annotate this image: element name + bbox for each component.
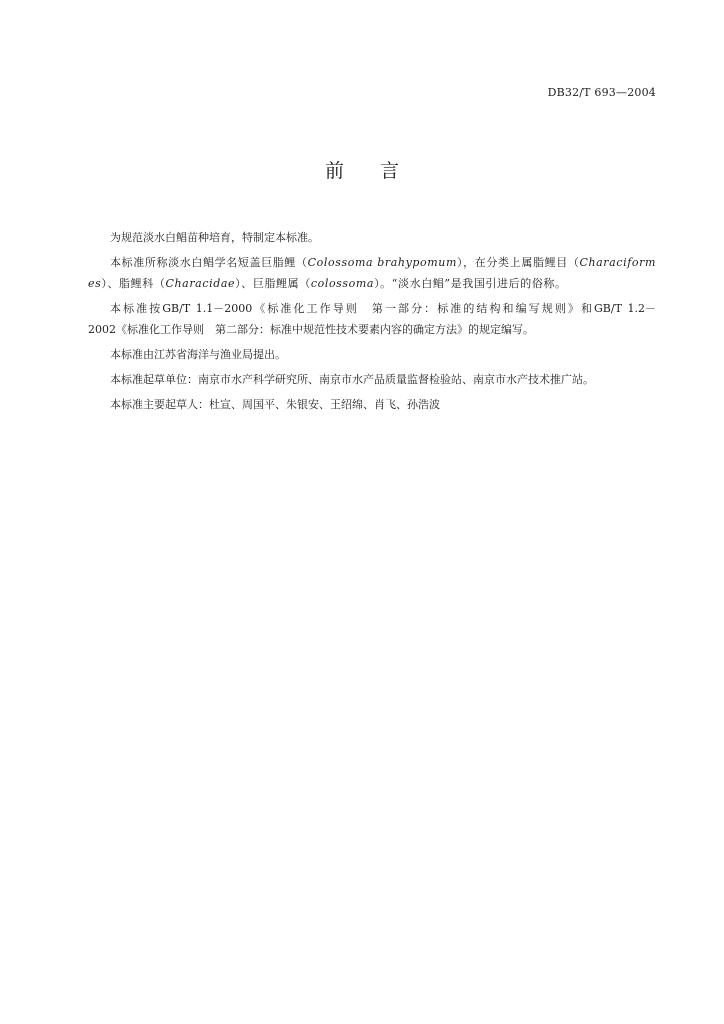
latin-name-genus: colossoma: [310, 277, 375, 290]
foreword-body: [88, 227, 656, 419]
paragraph-drafters: 本标准主要起草人：杜宣、周国平、朱银安、王绍绵、肖飞、孙浩波: [110, 398, 440, 411]
title-char-1: 前: [324, 160, 344, 182]
title-char-2: 言: [380, 160, 400, 182]
latin-name-species: Colossoma brahypomum: [307, 256, 458, 269]
paragraph-proposer: 本标准由江苏省海洋与渔业局提出。: [110, 348, 286, 361]
latin-name-order: Characiformes: [88, 256, 656, 290]
paragraph-drafting-rules: [88, 298, 656, 340]
page-title: [0, 156, 724, 183]
latin-name-family: Characidae: [165, 277, 236, 290]
paragraph-species-definition: 本标准所称淡水白鲳学名短盖巨脂鲤（Colossoma brahypomum），在分类上属脂鲤目（Characiformes）、脂鲤科（Characidae）、巨脂鲤属（colossoma）。“淡水白鲳”是我国引进后的俗称。: [88, 256, 656, 290]
standard-code: DB32/T 693—2004: [547, 86, 656, 99]
drafting-rules-line-2: 2002《标准化工作导则 第二部分：标准中规范性技术要素内容的确定方法》的规定编写。: [88, 323, 534, 336]
paragraph-purpose: 为规范淡水白鲳苗种培育，特制定本标准。: [110, 231, 319, 244]
paragraph-drafting-units: 本标准起草单位：南京市水产科学研究所、南京市水产品质量监督检验站、南京市水产技术推广站。: [110, 373, 594, 386]
drafting-rules-line-1: 本标准按GB/T 1.1－2000《标准化工作导则 第一部分：标准的结构和编写规则》和GB/T 1.2－: [110, 302, 656, 315]
